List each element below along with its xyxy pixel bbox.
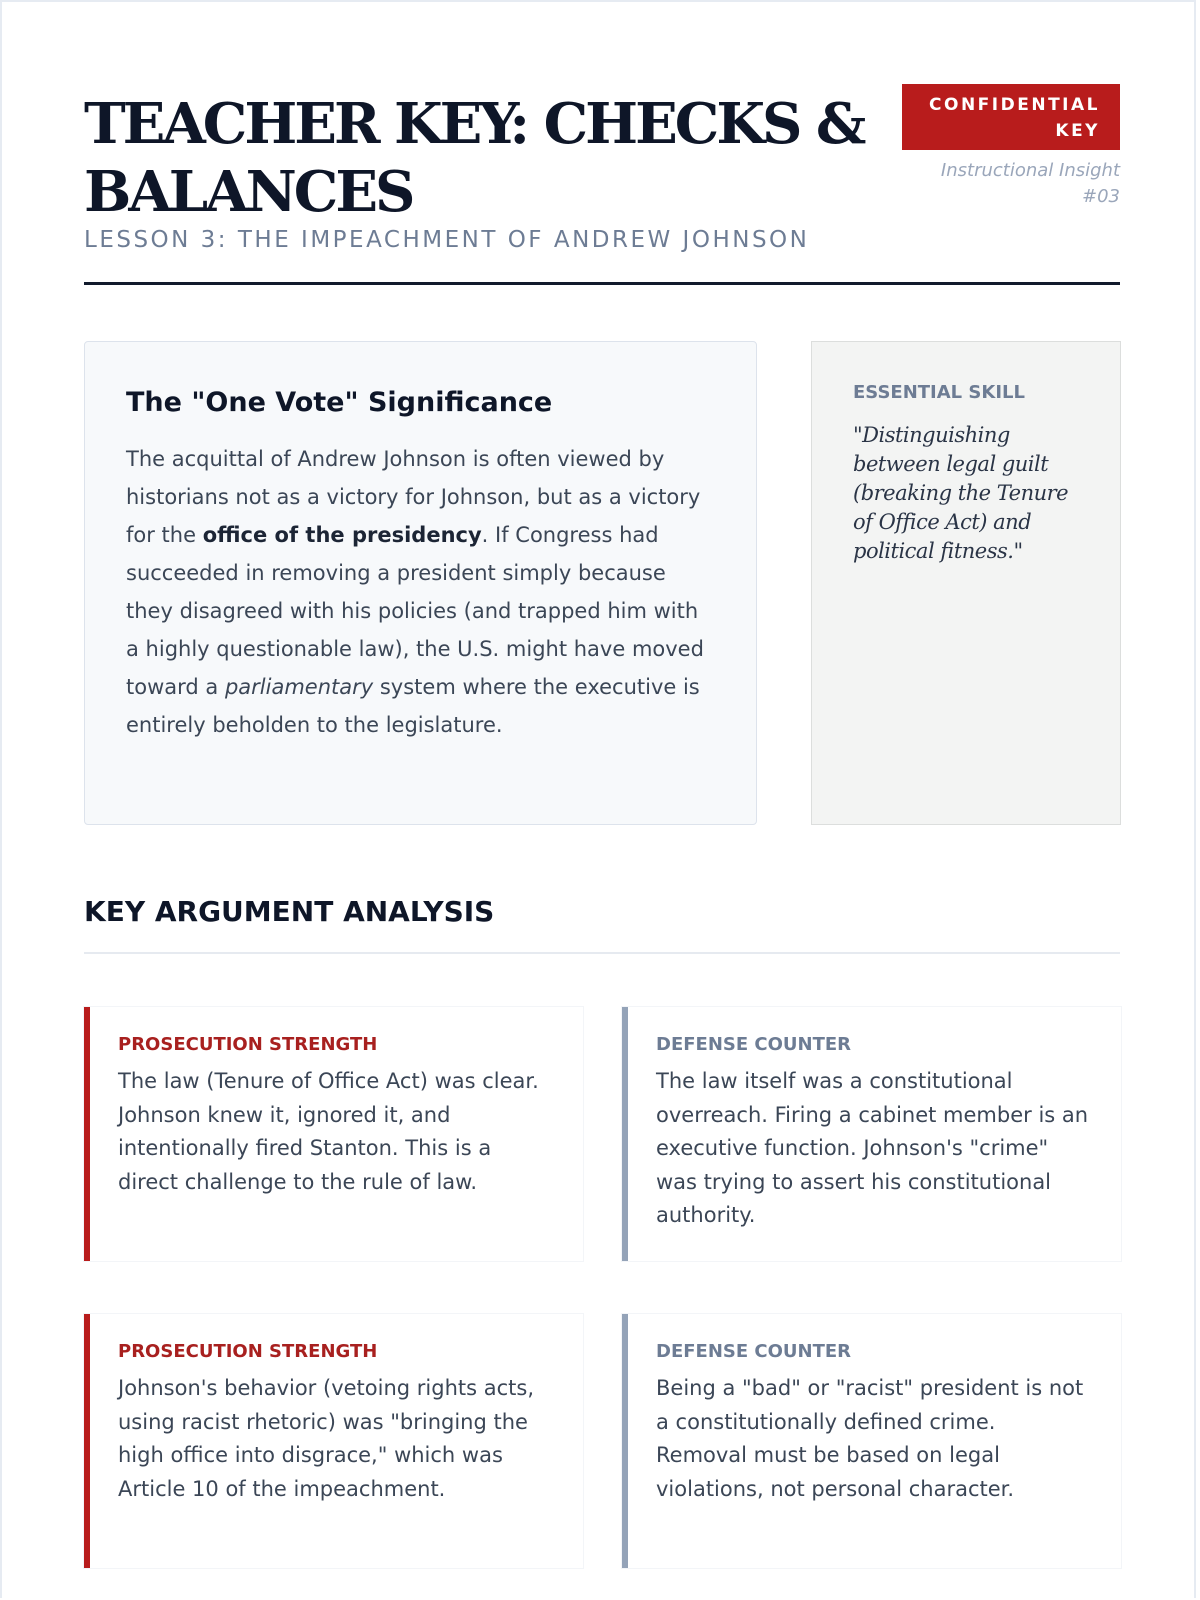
significance-text-3: system where the executive is entirely beholden to the legislature. bbox=[126, 675, 700, 737]
defense-card bbox=[622, 1314, 1121, 1568]
card-label: PROSECUTION STRENGTH bbox=[118, 1341, 378, 1362]
essential-skill-label: ESSENTIAL SKILL bbox=[853, 382, 1025, 403]
prosecution-card bbox=[84, 1007, 583, 1261]
card-text: The law itself was a constitutional overreach. Firing a cabinet member is an executive function. Johnson's "crime" was trying to assert his constitutional authority. bbox=[656, 1069, 1089, 1227]
essential-skill-quote: "Distinguishing between legal guilt (breaking the Tenure of Office Act) and political fitness." bbox=[853, 423, 1069, 563]
card-text: The law (Tenure of Office Act) was clear. Johnson knew it, ignored it, and intentionally fired Stanton. This is a direct challenge to the rule of law. bbox=[118, 1069, 539, 1194]
card-text: Being a "bad" or "racist" president is not a constitutionally defined crime. Removal must be based on legal violations, not personal character. bbox=[656, 1376, 1084, 1501]
significance-italic-text: parliamentary bbox=[224, 675, 374, 699]
significance-panel bbox=[84, 341, 757, 825]
defense-card bbox=[622, 1007, 1121, 1261]
essential-skill-panel bbox=[811, 341, 1121, 825]
prosecution-card bbox=[84, 1314, 583, 1568]
significance-bold-text: office of the presidency bbox=[202, 523, 482, 547]
document-header bbox=[84, 84, 1120, 284]
significance-title: The "One Vote" Significance bbox=[126, 387, 553, 418]
significance-body bbox=[126, 440, 716, 744]
card-text: Johnson's behavior (vetoing rights acts, using racist rhetoric) was "bringing the high office into disgrace," which was Article 10 of the impeachment. bbox=[118, 1376, 534, 1501]
significance-text-1: The acquittal of Andrew Johnson is often viewed by historians not as a victory for Johnson, but as a victory for the bbox=[126, 447, 701, 547]
analysis-heading: KEY ARGUMENT ANALYSIS bbox=[84, 895, 495, 928]
page-title: TEACHER KEY: CHECKS & BALANCES bbox=[84, 91, 864, 225]
analysis-divider bbox=[84, 952, 1120, 954]
insight-label: Instructional Insight #03 bbox=[940, 160, 1120, 207]
card-label: PROSECUTION STRENGTH bbox=[118, 1034, 378, 1055]
card-label: DEFENSE COUNTER bbox=[656, 1034, 852, 1055]
card-label: DEFENSE COUNTER bbox=[656, 1341, 852, 1362]
header-divider bbox=[84, 282, 1120, 285]
significance-text-2: . If Congress had succeeded in removing a president simply because they disagreed with his policies (and trapped him with a highly questionable law), the U.S. might have moved toward a bbox=[126, 523, 704, 699]
page-subtitle: LESSON 3: THE IMPEACHMENT OF ANDREW JOHNSON bbox=[84, 227, 810, 253]
confidential-badge: CONFIDENTIAL KEY bbox=[902, 84, 1120, 150]
